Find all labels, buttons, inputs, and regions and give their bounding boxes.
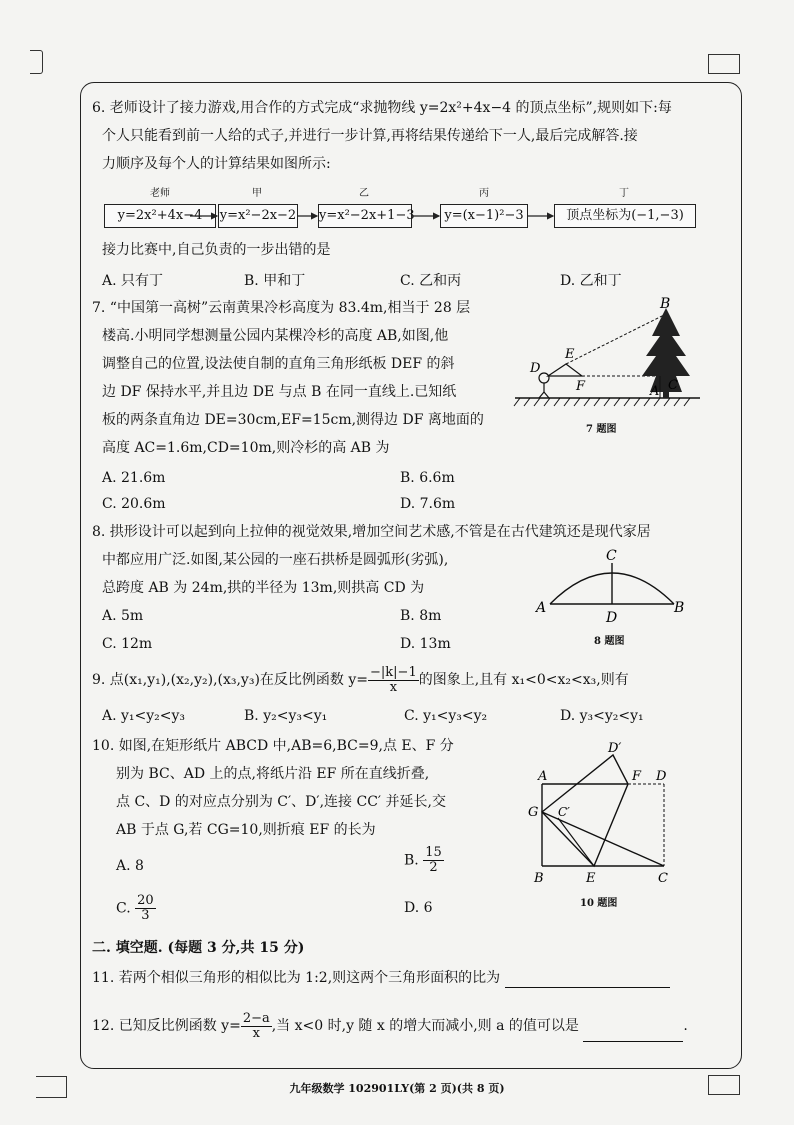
q11-answer-blank[interactable] xyxy=(505,971,670,988)
q8-line-3: 总跨度 AB 为 24m,拱的半径为 13m,则拱高 CD 为 xyxy=(102,580,425,596)
q7-label-f: F xyxy=(576,379,586,394)
q10-label-f: F xyxy=(632,769,642,784)
q11-stem xyxy=(92,968,670,988)
q10-option-d: D. 6 xyxy=(404,900,433,916)
q10-option-c-den: 3 xyxy=(141,908,150,923)
q11-text: 11. 若两个相似三角形的相似比为 1:2,则这两个三角形面积的比为 xyxy=(92,970,501,986)
q6-line-2: 个人只能看到前一人给的式子,并进行一步计算,再将结果传递给下一人,最后完成解答.接 xyxy=(102,128,638,144)
q7-label-a: A xyxy=(650,384,660,399)
q9-frac-num: −|k|−1 xyxy=(370,664,417,680)
q12-end: . xyxy=(683,1018,688,1034)
expr-bing: y=(x−1)²−3 xyxy=(440,204,528,228)
q10-label-c-prime: C′ xyxy=(558,805,570,819)
q7-line-3: 调整自己的位置,设法使自制的直角三角形纸板 DEF 的斜 xyxy=(102,356,455,372)
q8-label-b: B xyxy=(674,600,685,616)
q10-option-b-num: 15 xyxy=(425,845,442,860)
q9-prefix: 9. 点(x₁,y₁),(x₂,y₂),(x₃,y₃)在反比例函数 y= xyxy=(92,672,369,688)
q9-option-d: D. y₃<y₂<y₁ xyxy=(560,708,644,724)
q10-option-b-frac xyxy=(423,846,444,875)
q10-option-b xyxy=(404,846,444,875)
q6-option-c: C. 乙和丙 xyxy=(400,273,462,289)
role-yi: 乙 xyxy=(359,188,369,199)
q8-label-d: D xyxy=(606,610,618,626)
q10-label-d-prime: D′ xyxy=(608,741,622,756)
q7-line-1: 7. “中国第一高树”云南黄果冷杉高度为 83.4m,相当于 28 层 xyxy=(92,300,471,316)
section-2-heading: 二. 填空题. (每题 3 分,共 15 分) xyxy=(92,940,305,956)
role-ding: 丁 xyxy=(619,188,629,199)
q10-label-c: C xyxy=(658,871,668,886)
q10-label-b: B xyxy=(534,871,544,886)
q10-option-c xyxy=(116,894,156,923)
q10-figure-caption: 10 题图 xyxy=(580,898,618,909)
q7-option-a: A. 21.6m xyxy=(102,470,166,486)
q12-stem xyxy=(92,1010,688,1042)
q7-label-d: D xyxy=(530,361,541,376)
q8-line-2: 中都应用广泛.如图,某公园的一座石拱桥是圆弧形(劣弧), xyxy=(102,552,449,568)
q7-figure-caption: 7 题图 xyxy=(586,424,617,435)
expr-jia: y=x²−2x−2 xyxy=(218,204,298,228)
q12-answer-blank[interactable] xyxy=(583,1025,683,1042)
q6-stem: 接力比赛中,自己负责的一步出错的是 xyxy=(102,242,331,258)
q6-line-3: 力顺序及每个人的计算结果如图所示: xyxy=(102,156,331,172)
q8-option-c: C. 12m xyxy=(102,636,153,652)
q7-line-4: 边 DF 保持水平,并且边 DE 与点 B 在同一直线上.已知纸 xyxy=(102,384,457,400)
q10-line-2: 别为 BC、AD 上的点,将纸片沿 EF 所在直线折叠, xyxy=(116,766,430,782)
role-bing: 丙 xyxy=(479,188,489,199)
q9-option-a: A. y₁<y₂<y₃ xyxy=(102,708,186,724)
q8-label-c: C xyxy=(606,548,617,564)
q10-line-3: 点 C、D 的对应点分别为 C′、D′,连接 CC′ 并延长,交 xyxy=(116,794,446,810)
role-teacher: 老师 xyxy=(150,188,170,199)
q8-label-a: A xyxy=(536,600,547,616)
q6-option-d: D. 乙和丁 xyxy=(560,273,622,289)
q10-figure xyxy=(520,740,700,890)
q10-line-4: AB 于点 G,若 CG=10,则折痕 EF 的长为 xyxy=(116,822,376,838)
q8-line-1: 8. 拱形设计可以起到向上拉伸的视觉效果,增加空间艺术感,不管是在古代建筑还是现代家居 xyxy=(92,524,651,540)
q10-line-1: 10. 如图,在矩形纸片 ABCD 中,AB=6,BC=9,点 E、F 分 xyxy=(92,738,454,754)
q9-fraction xyxy=(368,666,419,695)
q12-prefix: 12. 已知反比例函数 y= xyxy=(92,1018,241,1034)
expr-ding: 顶点坐标为(−1,−3) xyxy=(554,204,696,228)
q10-label-e: E xyxy=(586,871,596,886)
q7-option-d: D. 7.6m xyxy=(400,496,456,512)
q10-option-c-num: 20 xyxy=(137,893,154,908)
q10-option-c-prefix: C. xyxy=(116,900,131,917)
q9-option-c: C. y₁<y₃<y₂ xyxy=(404,708,488,724)
q7-label-b: B xyxy=(660,296,671,312)
q6-option-b: B. 甲和丁 xyxy=(244,273,306,289)
q10-option-b-den: 2 xyxy=(429,860,438,875)
q6-line-1: 6. 老师设计了接力游戏,用合作的方式完成“求抛物线 y=2x²+4x−4 的顶点坐标”,规则如下:每 xyxy=(92,100,672,116)
q9-frac-den: x xyxy=(389,679,398,695)
q10-option-a: A. 8 xyxy=(116,858,144,874)
q9-suffix: 的图象上,且有 x₁<0<x₂<x₃,则有 xyxy=(418,672,629,688)
q9-option-b: B. y₂<y₃<y₁ xyxy=(244,708,328,724)
q8-figure-caption: 8 题图 xyxy=(594,636,625,647)
q6-option-a: A. 只有丁 xyxy=(102,273,164,289)
relay-arrows xyxy=(0,0,794,240)
expr-yi: y=x²−2x+1−3 xyxy=(318,204,412,228)
q12-frac-num: 2−a xyxy=(242,1010,270,1026)
q12-suffix: ,当 x<0 时,y 随 x 的增大而减小,则 a 的值可以是 xyxy=(271,1018,579,1034)
q8-option-a: A. 5m xyxy=(102,608,144,624)
page-footer: 九年级数学 102901LY(第 2 页)(共 8 页) xyxy=(289,1082,505,1095)
q7-label-e: E xyxy=(565,347,575,362)
q9-stem xyxy=(92,664,629,696)
q10-label-a: A xyxy=(538,769,548,784)
q7-line-6: 高度 AC=1.6m,CD=10m,则冷杉的高 AB 为 xyxy=(102,440,390,456)
q7-label-c: C xyxy=(668,378,678,393)
expr-teacher: y=2x²+4x−4 xyxy=(104,204,216,228)
q10-option-c-frac xyxy=(135,894,156,923)
q7-option-b: B. 6.6m xyxy=(400,470,455,486)
role-jia: 甲 xyxy=(252,188,262,199)
q10-option-b-prefix: B. xyxy=(404,852,419,869)
q8-option-d: D. 13m xyxy=(400,636,451,652)
q12-fraction xyxy=(241,1012,272,1041)
q7-figure xyxy=(510,296,710,416)
q10-label-d: D xyxy=(656,769,667,784)
q10-label-g: G xyxy=(528,805,539,820)
q7-line-5: 板的两条直角边 DE=30cm,EF=15cm,测得边 DF 离地面的 xyxy=(102,412,484,428)
q12-frac-den: x xyxy=(252,1025,260,1041)
q7-option-c: C. 20.6m xyxy=(102,496,166,512)
q8-figure xyxy=(530,540,690,630)
q8-option-b: B. 8m xyxy=(400,608,442,624)
q7-line-2: 楼高.小明同学想测量公园内某棵冷杉的高度 AB,如图,他 xyxy=(102,328,449,344)
